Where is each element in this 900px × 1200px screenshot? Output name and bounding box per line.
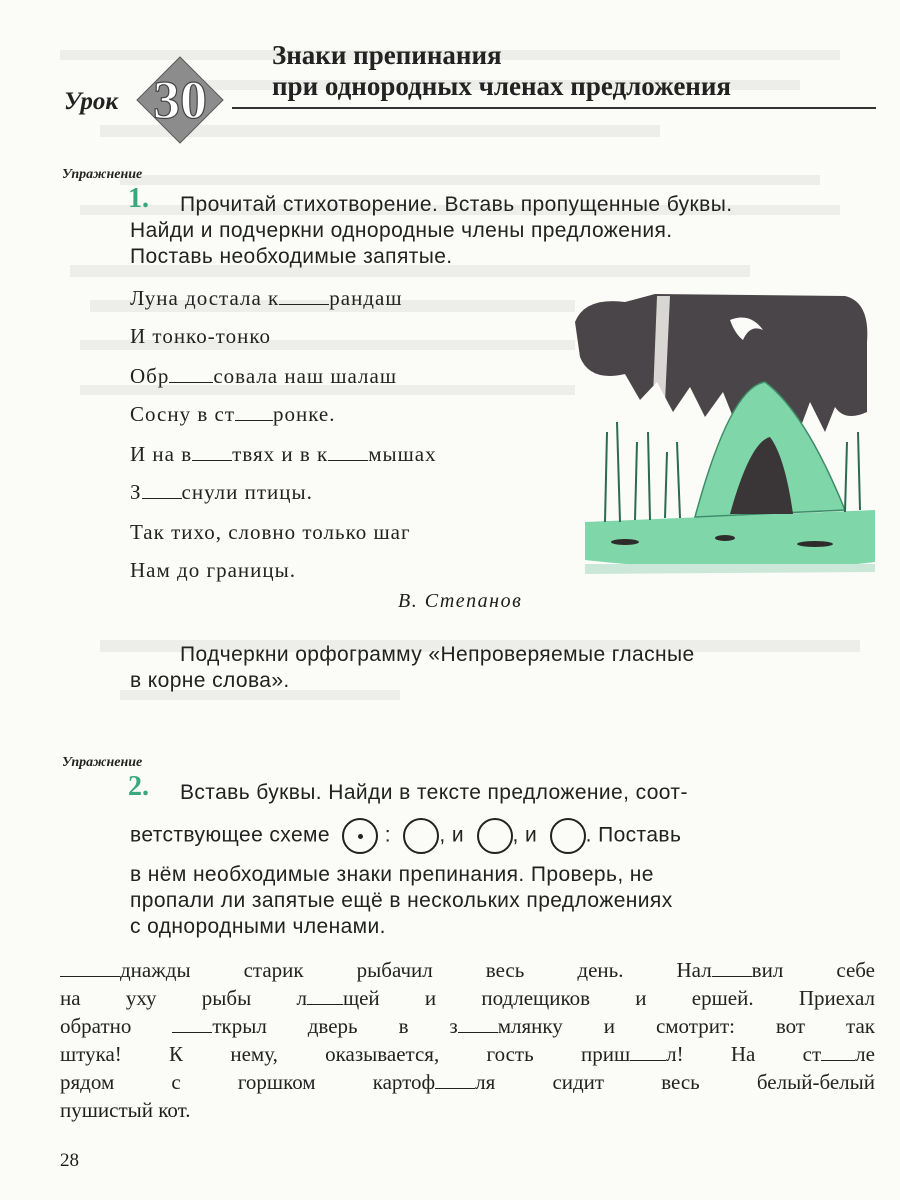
blank-gap[interactable] bbox=[328, 459, 368, 461]
blank-gap[interactable] bbox=[712, 975, 752, 977]
page-number: 28 bbox=[60, 1150, 79, 1171]
poem-line: Нам до границы. bbox=[130, 558, 296, 582]
exercise-text-line: днажды старик рыбачил весь день. Нал вил себе bbox=[60, 958, 875, 983]
blank-gap[interactable] bbox=[458, 1031, 498, 1033]
exercise2-task-line5: с однородными членами. bbox=[130, 915, 386, 938]
exercise1-task-line1: Прочитай стихотворение. Вставь пропущенные буквы. bbox=[180, 193, 733, 216]
poem-line: З снули птицы. bbox=[130, 480, 313, 504]
lesson-word: Урок bbox=[64, 88, 119, 115]
blank-gap[interactable] bbox=[169, 381, 213, 383]
exercise-text-line: на уху рыбы л щей и подлещиков и ершей. Приехал bbox=[60, 986, 875, 1010]
exercise2-task-line3: в нём необходимые знаки препинания. Проверь, не bbox=[130, 863, 654, 886]
blank-gap[interactable] bbox=[435, 1087, 475, 1089]
blank-gap[interactable] bbox=[172, 1031, 212, 1033]
blank-gap[interactable] bbox=[192, 459, 232, 461]
blank-gap[interactable] bbox=[60, 975, 120, 977]
exercise1-task-line2: Найди и подчеркни однородные члены предложения. bbox=[130, 219, 673, 242]
blank-gap[interactable] bbox=[235, 419, 273, 421]
lesson-title-line1: Знаки препинания bbox=[272, 40, 502, 70]
blank-gap[interactable] bbox=[821, 1059, 855, 1061]
exercise2-task-line1: Вставь буквы. Найди в тексте предложение, соот- bbox=[180, 781, 688, 804]
poem-line: И тонко-тонко bbox=[130, 324, 271, 348]
scheme-circle bbox=[477, 818, 513, 854]
exercise2-task-line4: пропали ли запятые ещё в нескольких предложениях bbox=[130, 889, 673, 912]
exercise-text-line: штука! К нему, оказывается, гость приш л! На ст ле bbox=[60, 1042, 875, 1066]
exercise-text-line: обратно ткрыл дверь в з млянку и смотрит: вот так bbox=[60, 1014, 875, 1038]
poem-line: Так тихо, словно только шаг bbox=[130, 520, 411, 544]
hut-illustration bbox=[545, 282, 875, 587]
poem-line: Луна достала к рандаш bbox=[130, 286, 403, 310]
exercise1-number: 1. bbox=[128, 183, 149, 214]
exercise1-label: Упражнение bbox=[62, 167, 143, 182]
blank-gap[interactable] bbox=[279, 303, 329, 305]
poem-author: В. Степанов bbox=[398, 590, 523, 612]
exercise1-followup-line1: Подчеркни орфограмму «Непроверяемые гласные bbox=[180, 643, 695, 666]
exercise-text-line: рядом с горшком картоф ля сидит весь белый-белый bbox=[60, 1070, 875, 1094]
scheme-circle bbox=[403, 818, 439, 854]
exercise1-followup-line2: в корне слова». bbox=[130, 669, 290, 692]
lesson-title-line2: при однородных членах предложения bbox=[272, 71, 732, 101]
blank-gap[interactable] bbox=[307, 1003, 343, 1005]
lesson-number-badge bbox=[135, 55, 225, 145]
exercise1-task-line3: Поставь необходимые запятые. bbox=[130, 245, 453, 268]
lesson-number: 30 bbox=[153, 70, 207, 130]
exercise2-number: 2. bbox=[128, 771, 149, 802]
lesson-title bbox=[272, 40, 731, 102]
scheme-circle-generalizing bbox=[342, 818, 378, 854]
blank-gap[interactable] bbox=[630, 1059, 666, 1061]
poem-line: Обр совала наш шалаш bbox=[130, 364, 398, 388]
exercise2-label: Упражнение bbox=[62, 755, 143, 770]
poem-line: Сосну в ст ронке. bbox=[130, 402, 336, 426]
blank-gap[interactable] bbox=[142, 497, 182, 499]
exercise2-task-line2: ветствующее схеме : , и , и . Поставь bbox=[130, 818, 681, 854]
poem-line: И на в твях и в к мышах bbox=[130, 442, 437, 466]
header-rule bbox=[232, 107, 876, 109]
exercise-text-line: пушистый кот. bbox=[60, 1098, 191, 1122]
scheme-circle bbox=[550, 818, 586, 854]
